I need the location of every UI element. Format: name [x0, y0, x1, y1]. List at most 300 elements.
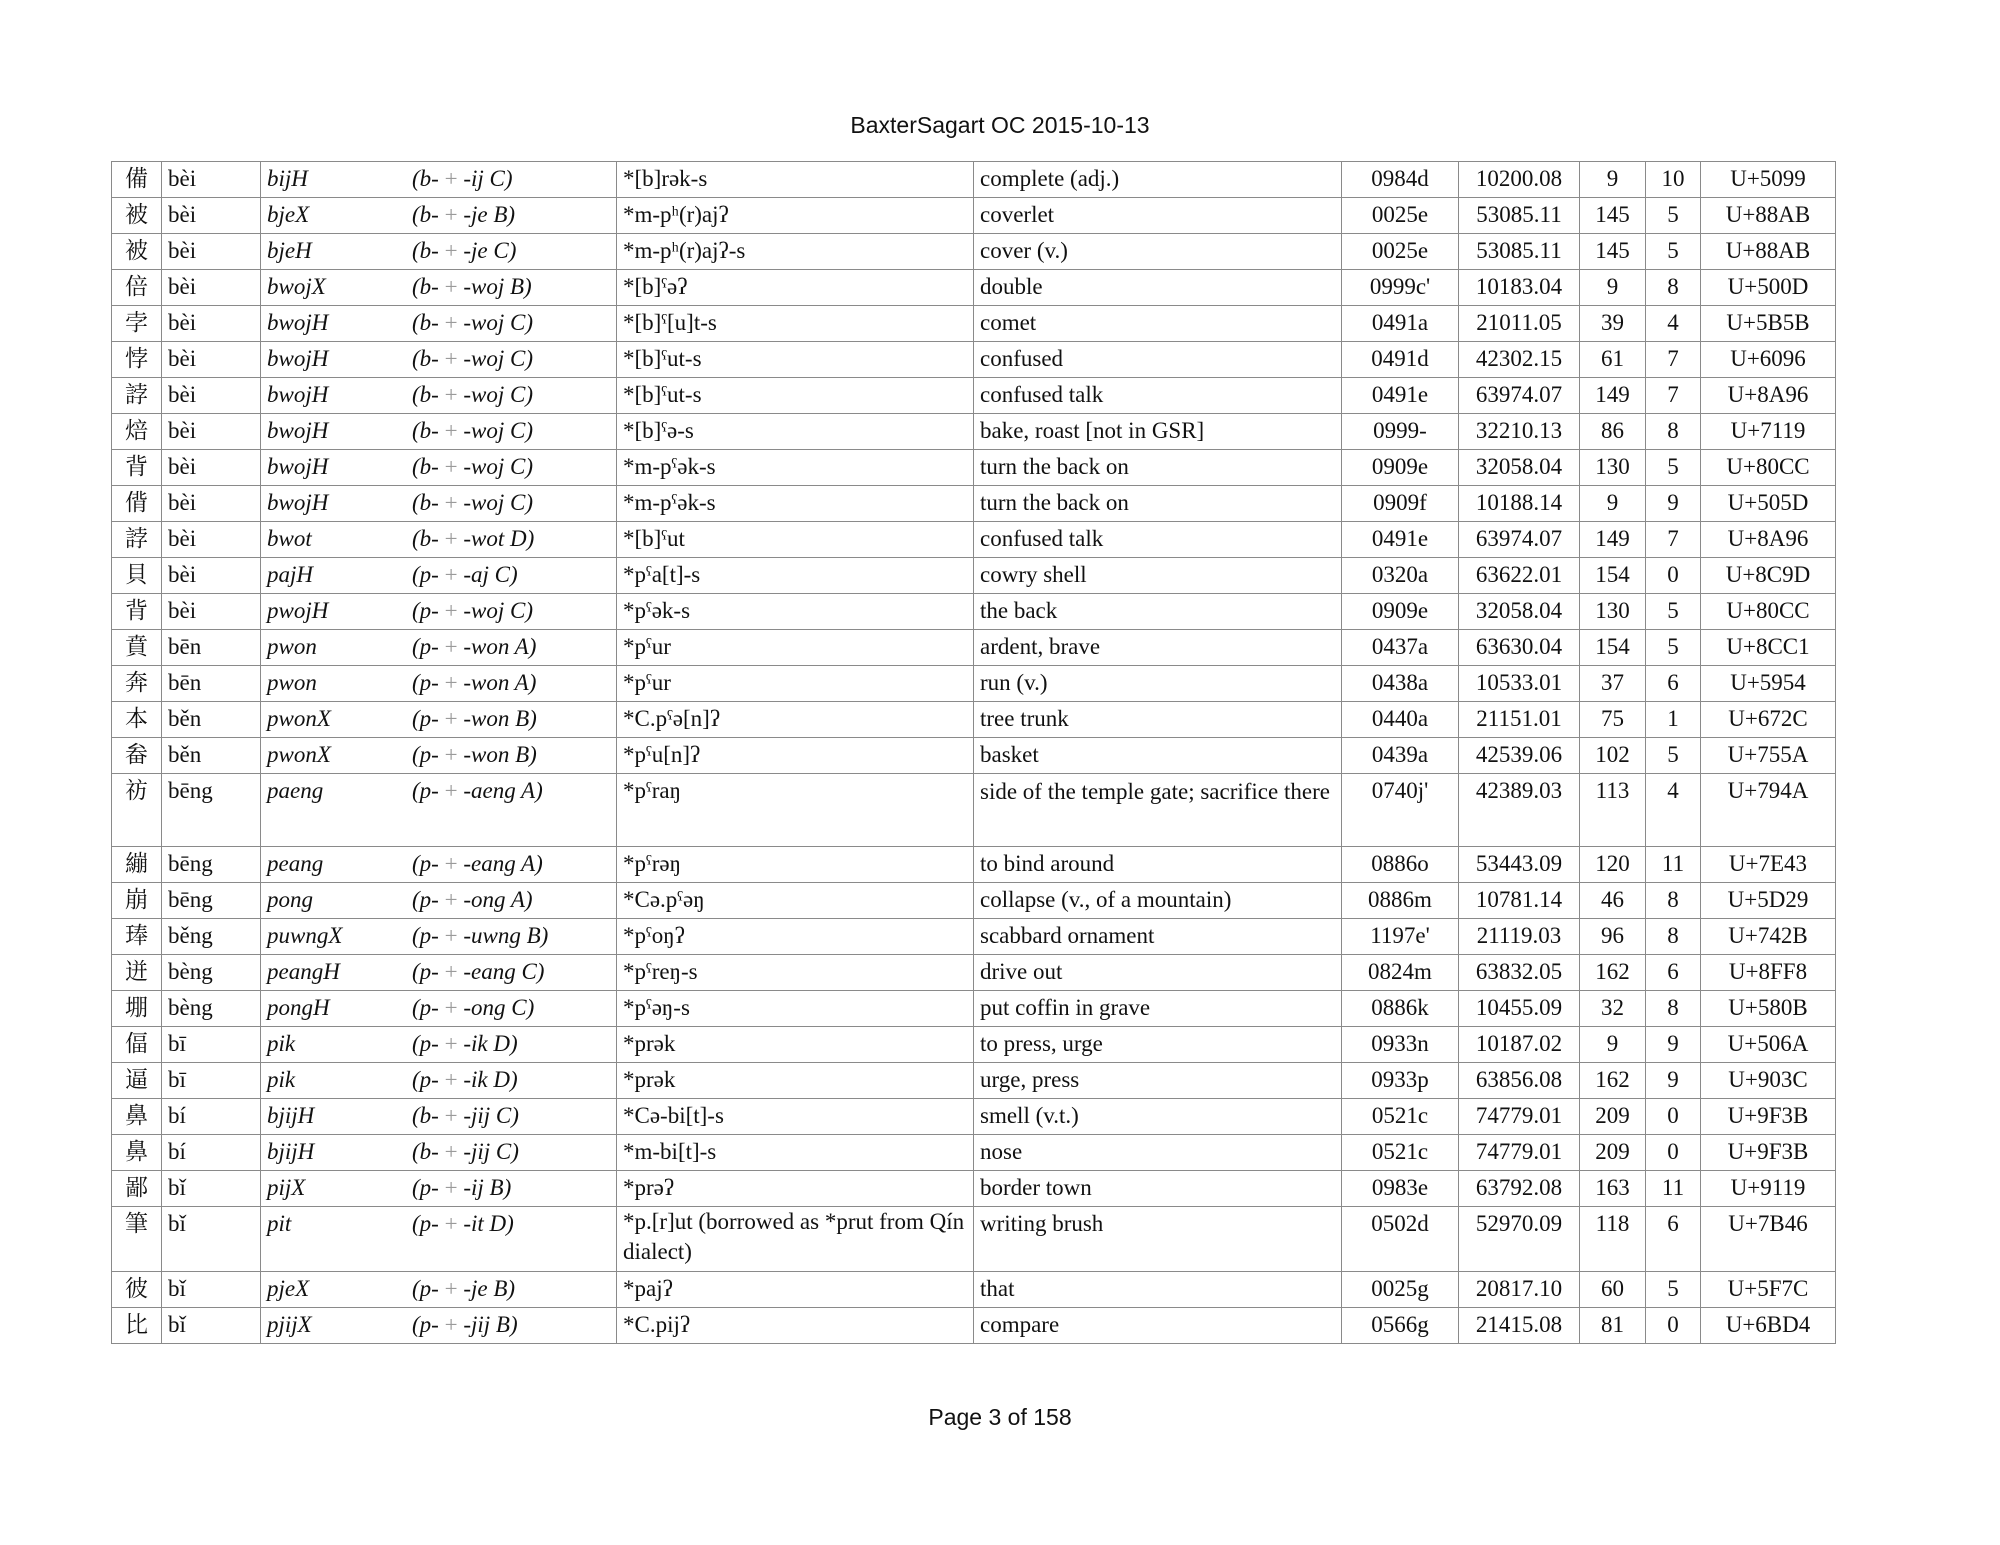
table-row [112, 270, 1836, 306]
hyds-cell: 74779.01 [1459, 1135, 1580, 1171]
old-chinese-cell: *pajʔ [617, 1272, 974, 1308]
mc-final: -ij C [463, 166, 505, 191]
mc-form: pajH [267, 562, 313, 587]
old-chinese-cell: *pˤək-s [617, 594, 974, 630]
mc-formula: (p- + -je B) [412, 1276, 516, 1301]
mc-final: -aeng A [463, 778, 536, 803]
mc-form: pwon [267, 634, 317, 659]
old-chinese-cell: *Cə-bi[t]-s [617, 1099, 974, 1135]
old-chinese-cell: *[b]ˤ[u]t-s [617, 306, 974, 342]
pinyin-cell: bèi [162, 234, 261, 270]
mc-final: -woj C [463, 346, 526, 371]
gloss-cell: confused talk [974, 522, 1342, 558]
hyds-cell: 10200.08 [1459, 162, 1580, 198]
strokes-cell: 0 [1646, 1308, 1701, 1344]
hyds-cell: 32058.04 [1459, 594, 1580, 630]
gsr-cell: 0025e [1342, 234, 1459, 270]
gloss-cell: double [974, 270, 1342, 306]
mc-initial: p- [419, 959, 439, 984]
mc-final: -eang A [463, 851, 536, 876]
middle-chinese-cell [261, 991, 617, 1027]
mc-form: pwojH [267, 598, 329, 623]
hyds-cell: 63856.08 [1459, 1063, 1580, 1099]
character-cell: 孛 [112, 306, 162, 342]
gloss-cell: side of the temple gate; sacrifice there [974, 774, 1342, 847]
radical-cell: 120 [1580, 847, 1646, 883]
strokes-cell: 1 [1646, 702, 1701, 738]
gsr-cell: 0025e [1342, 198, 1459, 234]
hyds-cell: 63974.07 [1459, 522, 1580, 558]
mc-initial: b- [419, 166, 439, 191]
plus-sign: + [444, 490, 458, 515]
gsr-cell: 0933n [1342, 1027, 1459, 1063]
strokes-cell: 6 [1646, 1207, 1701, 1272]
old-chinese-cell: *[b]ˤut-s [617, 378, 974, 414]
old-chinese-cell: *Cə.pˤəŋ [617, 883, 974, 919]
strokes-cell: 7 [1646, 522, 1701, 558]
mc-form: bwojH [267, 310, 329, 335]
radical-cell: 130 [1580, 594, 1646, 630]
mc-form: pwonX [267, 706, 331, 731]
middle-chinese-cell [261, 342, 617, 378]
old-chinese-cell: *C.pˤə[n]ʔ [617, 702, 974, 738]
plus-sign: + [444, 562, 458, 587]
table-row [112, 630, 1836, 666]
mc-form: pwon [267, 670, 317, 695]
mc-form: bjeX [267, 202, 310, 227]
mc-formula: (p- + -won A) [412, 634, 537, 659]
old-chinese-cell: *pˤoŋʔ [617, 919, 974, 955]
unicode-cell: U+7B46 [1701, 1207, 1836, 1272]
mc-initial: p- [419, 851, 439, 876]
table-row [112, 955, 1836, 991]
mc-formula: (p- + -eang A) [412, 851, 543, 876]
radical-cell: 9 [1580, 162, 1646, 198]
middle-chinese-cell [261, 486, 617, 522]
strokes-cell: 8 [1646, 919, 1701, 955]
radical-cell: 149 [1580, 378, 1646, 414]
character-cell: 祊 [112, 774, 162, 847]
mc-final: -jij C [463, 1103, 512, 1128]
unicode-cell: U+500D [1701, 270, 1836, 306]
table-row [112, 1207, 1836, 1272]
gloss-cell: drive out [974, 955, 1342, 991]
mc-initial: b- [419, 382, 439, 407]
mc-formula: (p- + -ong C) [412, 995, 535, 1020]
middle-chinese-cell [261, 774, 617, 847]
gloss-cell: cowry shell [974, 558, 1342, 594]
table-row [112, 162, 1836, 198]
pinyin-cell: bǐ [162, 1171, 261, 1207]
plus-sign: + [444, 598, 458, 623]
middle-chinese-cell [261, 1308, 617, 1344]
pinyin-cell: bèi [162, 522, 261, 558]
table-row [112, 1171, 1836, 1207]
old-chinese-cell: *pˤrəŋ [617, 847, 974, 883]
table-row [112, 450, 1836, 486]
hyds-cell: 63792.08 [1459, 1171, 1580, 1207]
strokes-cell: 9 [1646, 1027, 1701, 1063]
mc-initial: p- [419, 1312, 439, 1337]
table-row [112, 847, 1836, 883]
radical-cell: 154 [1580, 630, 1646, 666]
mc-formula: (b- + -woj C) [412, 490, 533, 515]
unicode-cell: U+6BD4 [1701, 1308, 1836, 1344]
middle-chinese-cell [261, 198, 617, 234]
unicode-cell: U+7119 [1701, 414, 1836, 450]
gloss-cell: bake, roast [not in GSR] [974, 414, 1342, 450]
radical-cell: 46 [1580, 883, 1646, 919]
middle-chinese-cell [261, 162, 617, 198]
strokes-cell: 0 [1646, 1099, 1701, 1135]
mc-form: pik [267, 1031, 296, 1056]
radical-cell: 118 [1580, 1207, 1646, 1272]
strokes-cell: 5 [1646, 738, 1701, 774]
mc-formula: (p- + -it D) [412, 1211, 514, 1236]
mc-formula: (b- + -woj C) [412, 346, 533, 371]
plus-sign: + [444, 778, 458, 803]
pinyin-cell: bí [162, 1099, 261, 1135]
gsr-cell: 0824m [1342, 955, 1459, 991]
table-row [112, 378, 1836, 414]
strokes-cell: 9 [1646, 1063, 1701, 1099]
pinyin-cell: bī [162, 1027, 261, 1063]
gsr-cell: 0999- [1342, 414, 1459, 450]
mc-initial: p- [419, 1067, 439, 1092]
table-row [112, 342, 1836, 378]
character-cell: 鼻 [112, 1135, 162, 1171]
strokes-cell: 6 [1646, 666, 1701, 702]
mc-initial: p- [419, 706, 439, 731]
strokes-cell: 5 [1646, 198, 1701, 234]
plus-sign: + [444, 1067, 458, 1092]
old-chinese-cell: *prəʔ [617, 1171, 974, 1207]
middle-chinese-cell [261, 666, 617, 702]
pinyin-cell: bèi [162, 198, 261, 234]
mc-final: -won A [463, 634, 529, 659]
plus-sign: + [444, 1211, 458, 1236]
character-cell: 悖 [112, 342, 162, 378]
plus-sign: + [444, 346, 458, 371]
gloss-cell: urge, press [974, 1063, 1342, 1099]
mc-formula: (b- + -woj B) [412, 274, 532, 299]
pinyin-cell: bī [162, 1063, 261, 1099]
gloss-cell: compare [974, 1308, 1342, 1344]
plus-sign: + [444, 202, 458, 227]
gsr-cell: 0491a [1342, 306, 1459, 342]
gloss-cell: nose [974, 1135, 1342, 1171]
gloss-cell: put coffin in grave [974, 991, 1342, 1027]
gloss-cell: to press, urge [974, 1027, 1342, 1063]
character-cell: 鄙 [112, 1171, 162, 1207]
table-row [112, 486, 1836, 522]
mc-form: pwonX [267, 742, 331, 767]
radical-cell: 163 [1580, 1171, 1646, 1207]
mc-formula: (b- + -jij C) [412, 1103, 519, 1128]
radical-cell: 149 [1580, 522, 1646, 558]
mc-initial: b- [419, 346, 439, 371]
hyds-cell: 10187.02 [1459, 1027, 1580, 1063]
gsr-cell: 1197e' [1342, 919, 1459, 955]
gsr-cell: 0439a [1342, 738, 1459, 774]
character-cell: 奔 [112, 666, 162, 702]
old-chinese-cell: *pˤa[t]-s [617, 558, 974, 594]
unicode-cell: U+8CC1 [1701, 630, 1836, 666]
hyds-cell: 10183.04 [1459, 270, 1580, 306]
hyds-cell: 21119.03 [1459, 919, 1580, 955]
middle-chinese-cell [261, 270, 617, 306]
mc-form: bwojH [267, 490, 329, 515]
pinyin-cell: bèi [162, 162, 261, 198]
gsr-cell: 0566g [1342, 1308, 1459, 1344]
middle-chinese-cell [261, 234, 617, 270]
lexicon-table [111, 161, 1836, 1344]
radical-cell: 39 [1580, 306, 1646, 342]
strokes-cell: 7 [1646, 342, 1701, 378]
character-cell: 偪 [112, 1027, 162, 1063]
old-chinese-cell: *prək [617, 1063, 974, 1099]
middle-chinese-cell [261, 558, 617, 594]
hyds-cell: 53085.11 [1459, 234, 1580, 270]
gloss-cell: complete (adj.) [974, 162, 1342, 198]
old-chinese-cell: *pˤraŋ [617, 774, 974, 847]
table-row [112, 594, 1836, 630]
strokes-cell: 5 [1646, 450, 1701, 486]
mc-final: -woj C [463, 454, 526, 479]
radical-cell: 130 [1580, 450, 1646, 486]
gsr-cell: 0886m [1342, 883, 1459, 919]
gsr-cell: 0999c' [1342, 270, 1459, 306]
hyds-cell: 63974.07 [1459, 378, 1580, 414]
mc-final: -won B [463, 706, 530, 731]
old-chinese-cell: *[b]ˤut-s [617, 342, 974, 378]
strokes-cell: 6 [1646, 955, 1701, 991]
mc-form: bijH [267, 166, 308, 191]
old-chinese-cell: *m-pʰ(r)ajʔ-s [617, 234, 974, 270]
mc-final: -je B [463, 202, 508, 227]
mc-initial: p- [419, 995, 439, 1020]
mc-initial: p- [419, 742, 439, 767]
table-row [112, 1308, 1836, 1344]
gsr-cell: 0491e [1342, 522, 1459, 558]
hyds-cell: 53085.11 [1459, 198, 1580, 234]
plus-sign: + [444, 887, 458, 912]
gsr-cell: 0521c [1342, 1135, 1459, 1171]
character-cell: 鼻 [112, 1099, 162, 1135]
mc-formula: (p- + -jij B) [412, 1312, 518, 1337]
gsr-cell: 0437a [1342, 630, 1459, 666]
old-chinese-cell: *[b]ˤə-s [617, 414, 974, 450]
gloss-cell: comet [974, 306, 1342, 342]
table-row [112, 738, 1836, 774]
old-chinese-cell: *prək [617, 1027, 974, 1063]
unicode-cell: U+8A96 [1701, 378, 1836, 414]
mc-final: -ong A [463, 887, 525, 912]
gloss-cell: the back [974, 594, 1342, 630]
mc-final: -won B [463, 742, 530, 767]
middle-chinese-cell [261, 1063, 617, 1099]
strokes-cell: 5 [1646, 630, 1701, 666]
hyds-cell: 21415.08 [1459, 1308, 1580, 1344]
gloss-cell: run (v.) [974, 666, 1342, 702]
table-row [112, 1027, 1836, 1063]
plus-sign: + [444, 670, 458, 695]
plus-sign: + [444, 634, 458, 659]
unicode-cell: U+506A [1701, 1027, 1836, 1063]
middle-chinese-cell [261, 306, 617, 342]
gloss-cell: smell (v.t.) [974, 1099, 1342, 1135]
gloss-cell: basket [974, 738, 1342, 774]
table-row [112, 883, 1836, 919]
unicode-cell: U+88AB [1701, 234, 1836, 270]
mc-formula: (p- + -ik D) [412, 1067, 518, 1092]
gloss-cell: ardent, brave [974, 630, 1342, 666]
plus-sign: + [444, 1312, 458, 1337]
mc-form: bjeH [267, 238, 312, 263]
unicode-cell: U+5099 [1701, 162, 1836, 198]
old-chinese-cell: *m-pˤək-s [617, 486, 974, 522]
plus-sign: + [444, 454, 458, 479]
radical-cell: 209 [1580, 1135, 1646, 1171]
unicode-cell: U+794A [1701, 774, 1836, 847]
character-cell: 倍 [112, 270, 162, 306]
gloss-cell: turn the back on [974, 450, 1342, 486]
hyds-cell: 10188.14 [1459, 486, 1580, 522]
gsr-cell: 0886o [1342, 847, 1459, 883]
middle-chinese-cell [261, 1135, 617, 1171]
mc-formula: (b- + -wot D) [412, 526, 535, 551]
mc-formula: (b- + -je C) [412, 238, 517, 263]
gsr-cell: 0320a [1342, 558, 1459, 594]
plus-sign: + [444, 923, 458, 948]
middle-chinese-cell [261, 378, 617, 414]
old-chinese-cell: *pˤur [617, 630, 974, 666]
gloss-cell: cover (v.) [974, 234, 1342, 270]
hyds-cell: 10781.14 [1459, 883, 1580, 919]
hyds-cell: 10455.09 [1459, 991, 1580, 1027]
unicode-cell: U+5F7C [1701, 1272, 1836, 1308]
mc-initial: p- [419, 1031, 439, 1056]
hyds-cell: 42389.03 [1459, 774, 1580, 847]
pinyin-cell: bèi [162, 306, 261, 342]
pinyin-cell: bēng [162, 774, 261, 847]
gsr-cell: 0933p [1342, 1063, 1459, 1099]
unicode-cell: U+742B [1701, 919, 1836, 955]
mc-form: bjijH [267, 1139, 315, 1164]
mc-form: pong [267, 887, 313, 912]
plus-sign: + [444, 1139, 458, 1164]
mc-formula: (p- + -ij B) [412, 1175, 512, 1200]
middle-chinese-cell [261, 1171, 617, 1207]
pinyin-cell: bèng [162, 955, 261, 991]
table-row [112, 919, 1836, 955]
radical-cell: 75 [1580, 702, 1646, 738]
hyds-cell: 21151.01 [1459, 702, 1580, 738]
old-chinese-cell: *[b]ˤut [617, 522, 974, 558]
mc-form: pit [267, 1211, 292, 1236]
gloss-cell: that [974, 1272, 1342, 1308]
hyds-cell: 63630.04 [1459, 630, 1580, 666]
pinyin-cell: bēn [162, 630, 261, 666]
plus-sign: + [444, 166, 458, 191]
radical-cell: 9 [1580, 486, 1646, 522]
character-cell: 賁 [112, 630, 162, 666]
pinyin-cell: bǐ [162, 1272, 261, 1308]
table-row [112, 666, 1836, 702]
gloss-cell: coverlet [974, 198, 1342, 234]
character-cell: 迸 [112, 955, 162, 991]
character-cell: 被 [112, 198, 162, 234]
strokes-cell: 8 [1646, 270, 1701, 306]
gsr-cell: 0521c [1342, 1099, 1459, 1135]
character-cell: 逼 [112, 1063, 162, 1099]
strokes-cell: 11 [1646, 847, 1701, 883]
middle-chinese-cell [261, 702, 617, 738]
unicode-cell: U+580B [1701, 991, 1836, 1027]
hyds-cell: 20817.10 [1459, 1272, 1580, 1308]
gloss-cell: scabbard ornament [974, 919, 1342, 955]
radical-cell: 102 [1580, 738, 1646, 774]
unicode-cell: U+80CC [1701, 594, 1836, 630]
unicode-cell: U+5D29 [1701, 883, 1836, 919]
unicode-cell: U+9119 [1701, 1171, 1836, 1207]
mc-final: -woj B [463, 274, 525, 299]
mc-final: -ik D [463, 1067, 510, 1092]
plus-sign: + [444, 274, 458, 299]
unicode-cell: U+80CC [1701, 450, 1836, 486]
table-row [112, 1135, 1836, 1171]
table-row [112, 702, 1836, 738]
mc-formula: (p- + -ik D) [412, 1031, 518, 1056]
gsr-cell: 0502d [1342, 1207, 1459, 1272]
radical-cell: 81 [1580, 1308, 1646, 1344]
pinyin-cell: bēng [162, 883, 261, 919]
pinyin-cell: bèi [162, 378, 261, 414]
pinyin-cell: bí [162, 1135, 261, 1171]
mc-final: -woj C [463, 598, 526, 623]
plus-sign: + [444, 526, 458, 551]
unicode-cell: U+5B5B [1701, 306, 1836, 342]
gloss-cell: turn the back on [974, 486, 1342, 522]
hyds-cell: 32058.04 [1459, 450, 1580, 486]
character-cell: 背 [112, 594, 162, 630]
pinyin-cell: bǐ [162, 1207, 261, 1272]
strokes-cell: 4 [1646, 306, 1701, 342]
mc-formula: (p- + -won B) [412, 706, 537, 731]
mc-initial: p- [419, 923, 439, 948]
unicode-cell: U+7E43 [1701, 847, 1836, 883]
mc-initial: b- [419, 1103, 439, 1128]
table-row [112, 198, 1836, 234]
mc-form: pijX [267, 1175, 306, 1200]
plus-sign: + [444, 851, 458, 876]
plus-sign: + [444, 1175, 458, 1200]
strokes-cell: 0 [1646, 1135, 1701, 1171]
plus-sign: + [444, 1031, 458, 1056]
radical-cell: 61 [1580, 342, 1646, 378]
table-row [112, 522, 1836, 558]
mc-final: -wot D [463, 526, 527, 551]
mc-formula: (p- + -aeng A) [412, 778, 543, 803]
middle-chinese-cell [261, 919, 617, 955]
mc-form: bwojH [267, 382, 329, 407]
unicode-cell: U+505D [1701, 486, 1836, 522]
character-cell: 彼 [112, 1272, 162, 1308]
mc-final: -ik D [463, 1031, 510, 1056]
plus-sign: + [444, 310, 458, 335]
mc-initial: b- [419, 1139, 439, 1164]
pinyin-cell: bēn [162, 666, 261, 702]
